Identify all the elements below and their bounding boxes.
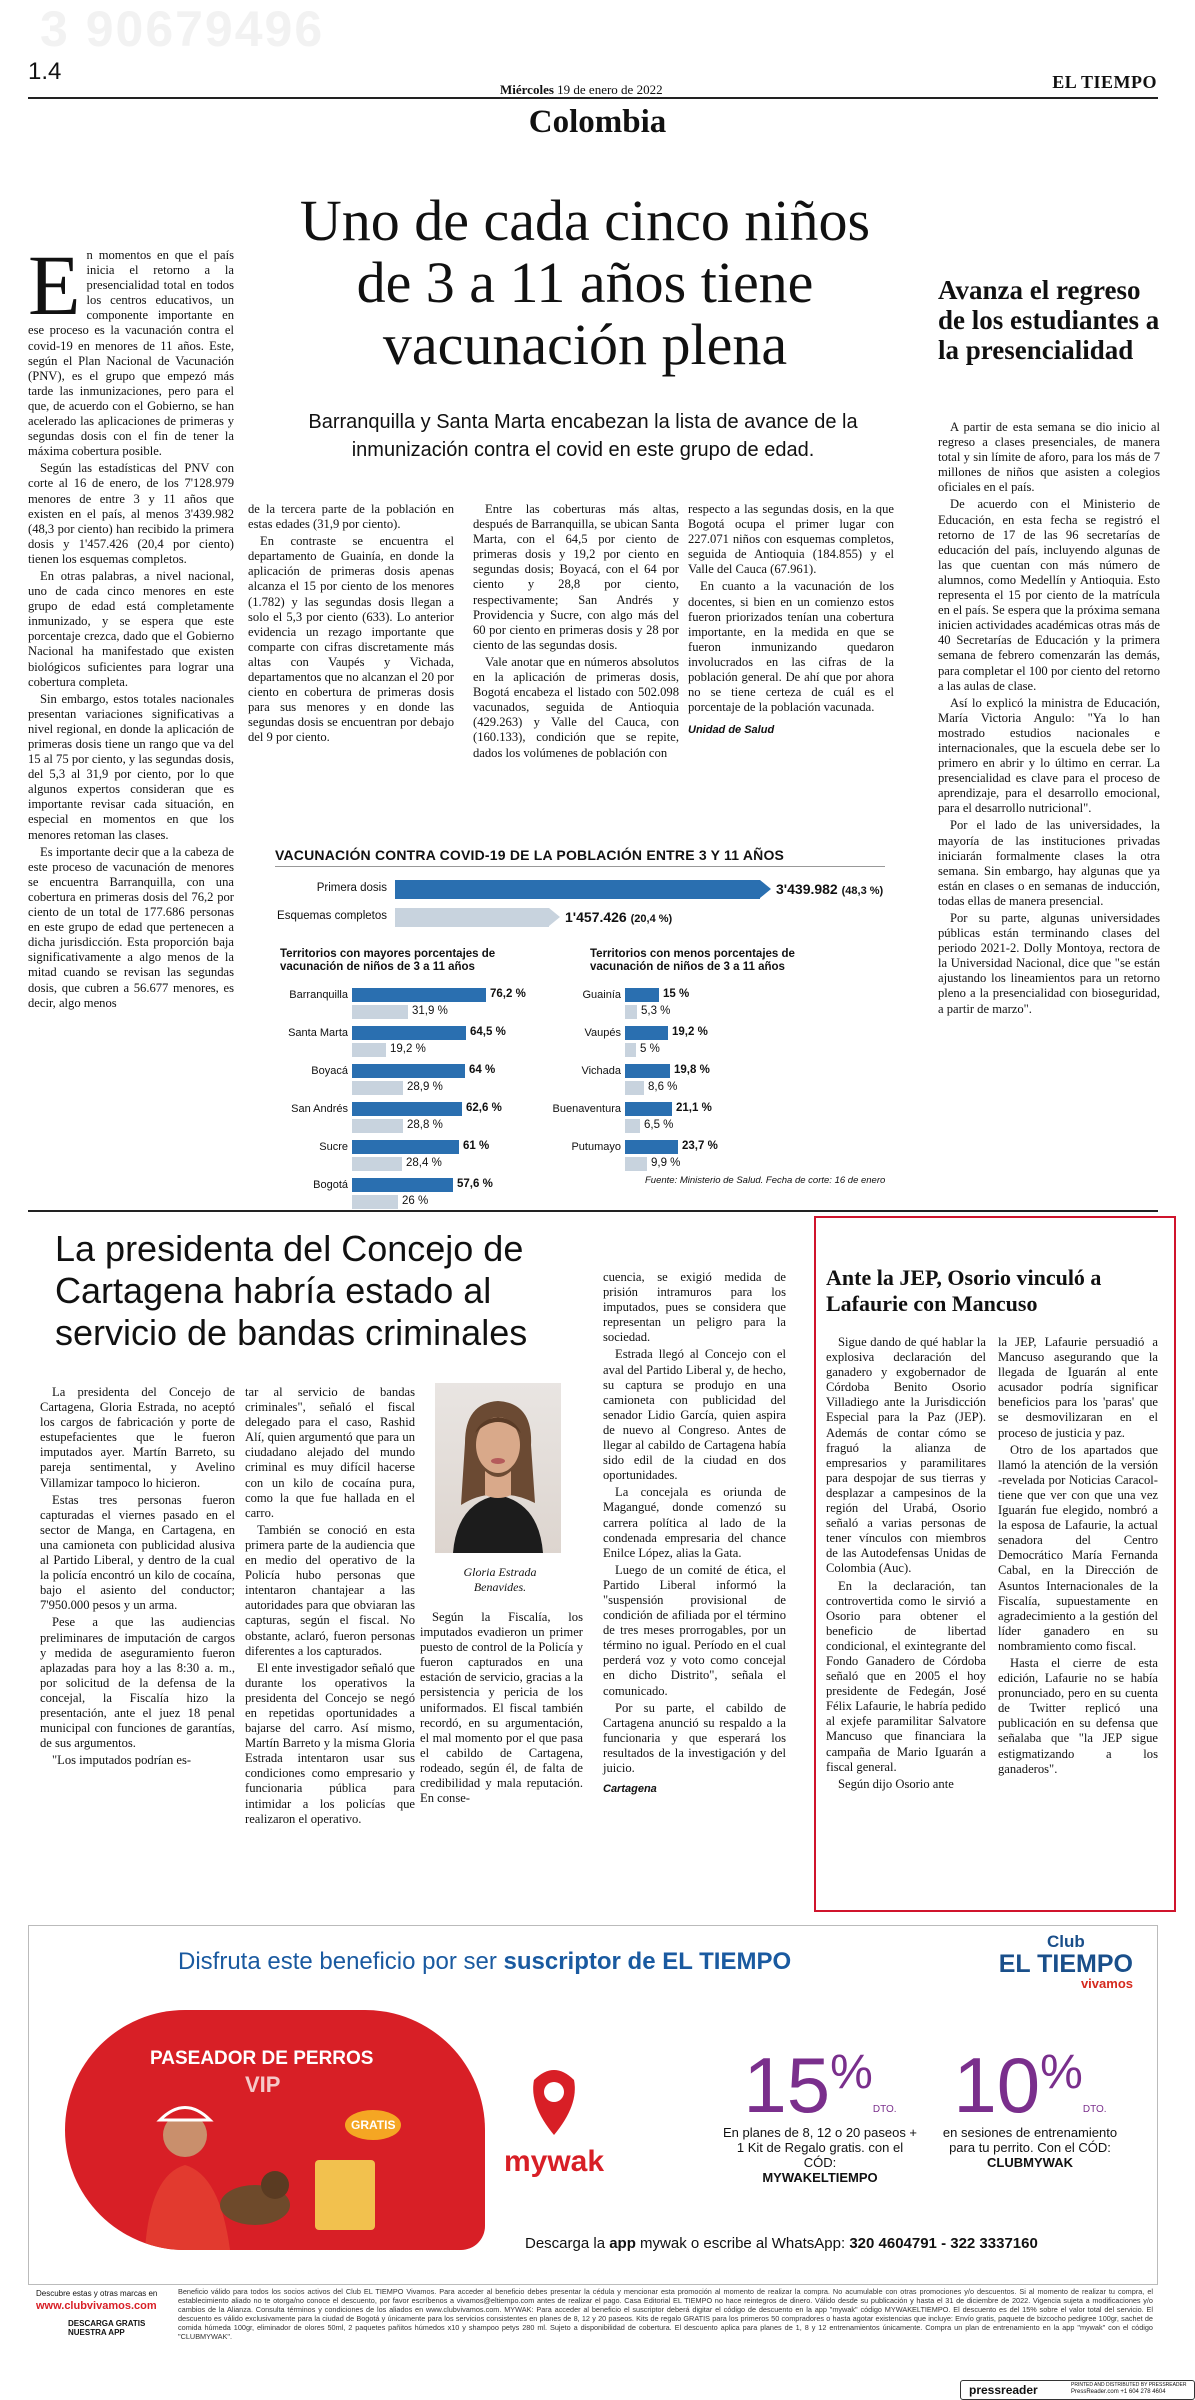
second-dose-bar [352,1043,386,1057]
cartagena-p: tar al servicio de bandas criminales", señaló el fiscal delegado para el caso, Rashid Alí, quien argumentó que para un ciudadano alejado del mundo criminal es muy difícil hacerse con un kilo de cocaína pura, como la que fue hallada en el carro. [245,1385,415,1520]
date-day: Miércoles [500,82,554,97]
first-dose-bar [352,1140,459,1154]
first-dose-value: 57,6 % [457,1178,493,1190]
total-value: 1'457.426 (20,4 %) [565,909,673,925]
first-dose-bar [352,988,486,1002]
offer-1-pct: % [830,2046,873,2099]
side-p: Así lo explicó la ministra de Educación, María Victoria Angulo: "Ya lo han mostrado estudios nacionales e internacionales, que la escuela debe ser lo primero en abrir y lo último en cerrar. La presencialidad es clave para el proceso de aprendizaje, para el desarrollo emocional, para el desarrollo nutricional". [938,695,1160,816]
side-p: De acuerdo con el Ministerio de Educación, en esta fecha se registró el retorno de 17 de las 96 secretarías de educación del país, incluyendo algunas de las que cuentan con más número de alumnos, como Medellín y Antioquia. Esto representa el 15 por ciento de la matrícula en el país. Se espera que la próxima semana inicien actividades académicas otras más de 40 Secretarías de Educación y la primera semana de febrero comenzarán las demás, para completar el 100 por ciento del retorno a las aulas de clase. [938,497,1160,693]
first-dose-value: 21,1 % [676,1102,712,1114]
cartagena-col-3 [420,1610,583,1808]
cartagena-p: La concejala es oriunda de Magangué, donde comenzó su carrera política al lado de la condenada empresaria del chance Enilce López, alias la Gata. [603,1485,786,1560]
cartagena-p: Por su parte, el cabildo de Cartagena anunció su respaldo a la funcionaria y que esperará los resultados de la investigación y del juicio. [603,1700,786,1775]
second-dose-value: 31,9 % [412,1005,448,1017]
panel-title: Territorios con menos porcentajes de vacunación de niños de 3 a 11 años [590,948,795,973]
badge-title: PASEADOR DE PERROS [150,2048,374,2069]
download-app: app [609,2235,636,2252]
offer-1-code: MYWAKELTIEMPO [762,2170,878,2185]
main-headline: Uno de cada cinco niños de 3 a 11 años tiene vacunación plena [299,188,871,377]
first-dose-value: 64,5 % [470,1026,506,1038]
territory-label: Bogotá [313,1179,348,1191]
cartagena-col-2 [245,1385,415,1829]
first-dose-bar [625,1102,672,1116]
cartagena-p: Pese a que las audiencias preliminares de imputación de cargos y medida de aseguramiento fueron aplazadas para hoy a las 8:30 a. m., por solicitud de la defensa de la concejal, la Fiscalía hizo la presentación, ante el juez 18 penal municipal con funciones de garantías, de sus argumentos. [40,1615,235,1751]
offer-2-pct: % [1040,2046,1083,2099]
first-dose-value: 23,7 % [682,1140,718,1152]
main-byline: Unidad de Salud [688,724,775,737]
total-pct: (20,4 %) [630,913,673,925]
portrait-illustration [435,1383,561,1553]
header-rule [28,97,1158,99]
second-dose-bar [352,1157,402,1171]
footer-url: www.clubvivamos.com [36,2300,157,2312]
main-col1-p: En otras palabras, a nivel nacional, uno de cada cinco menores en este grupo de edad está completamente inmunizado, y se espera que este porcentaje crezca, dado que el Gobierno Nacional ha manifestado que existen biológicos suficientes para lograr una cobertura completa. [28,568,234,689]
main-col-4 [688,502,894,738]
jep-p: la JEP, Lafaurie persuadió a Mancuso asegurando que la llegada de Iguarán al ente acusador podría significar beneficios para los 'paras' que se desmovilizaran en el proceso de justicia y paz. [998,1335,1158,1440]
gloria-estrada-photo [435,1383,561,1553]
section-divider [28,1210,1158,1212]
badge-vip: VIP [245,2072,281,2097]
second-dose-bar [352,1195,398,1209]
jep-p: En la declaración, tan controvertida como le sirvió a Osorio para obtener el beneficio de libertad condicional, el exintegrante del Fondo Ganadero de Córdoba señaló que en 2005 el hoy presidente de Fedegán, José Félix Lafaurie, le habría pedido al exjefe paramilitar Salvatore Mancuso que financiara la campaña de Mario Iguarán a fiscal general. [826,1578,986,1774]
total-value: 3'439.982 (48,3 %) [776,881,884,897]
pressreader-badge [960,2380,1195,2400]
second-dose-value: 19,2 % [390,1043,426,1055]
first-dose-bar [625,988,659,1002]
cartagena-col-1 [40,1385,235,1770]
pressreader-line2: PressReader.com +1 604 278 4604 [1071,2389,1166,2395]
first-dose-bar [352,1178,453,1192]
territory-label: Santa Marta [288,1027,348,1039]
pressreader-line1: PRINTED AND DISTRIBUTED BY PRESSREADER [1071,2382,1187,2388]
main-col2-p: En contraste se encuentra el departamento de Guainía, en donde la aplicación de primeras dosis apenas alcanza el 15 por ciento de los menores (1.782) y las segundas dosis llegan a solo el 5,3 por ciento (633). Lo anterior evidencia un rezago importante que comparte con cifras discretamente más altas con Vaupés y Vichada, departamentos que no alcanzan el 20 por ciento en cobertura de primeras dosis para sus menores y en donde las segundas dosis se encuentran por debajo del 9 por ciento. [248,534,454,745]
territory-label: Vaupés [584,1027,621,1039]
chart-title: VACUNACIÓN CONTRA COVID-19 DE LA POBLACIÓN ENTRE 3 Y 11 AÑOS [275,847,785,863]
main-col1-p: n momentos en que el país inicia el retorno a la presencialidad total en todos los centros educativos, un componente importante en ese proceso es la vacunación contra el covid-19 en menores de 11 años. Este, según el Plan Nacional de Vacunación (PNV), es el grupo que empezó más tarde las inmunizaciones, pero para el que, de acuerdo con el Gobierno, se han acelerado las aplicaciones de primeras y segundas dosis con el fin de tener la máxima cobertura posible. [28,248,234,459]
first-dose-value: 19,8 % [674,1064,710,1076]
offer-2-number: 10 [953,2041,1041,2129]
ad-headline [178,1948,791,1976]
chart-title-rule [275,866,885,867]
side-p: A partir de esta semana se dio inicio al regreso a clases presenciales, de manera total y sin límite de aforo, para los más de 7 millones de niños que asisten a colegios oficiales en el país. [938,420,1160,495]
jep-p: Según dijo Osorio ante [838,1776,954,1791]
first-dose-value: 15 % [663,988,690,1000]
club-label: Club [1046,1932,1085,1951]
date-line [500,82,663,98]
cartagena-p: El ente investigador señaló que durante los operativos la presidenta del Concejo se negó en repetidas oportunidades a bajarse del carro. Así mismo, Martín Barreto y la misma Gloria Estrada intentaron usar sus condiciones como empresario y funcionaria pública para intimidar a los policías que realizaron el operativo. [245,1660,415,1826]
jep-p: Hasta el cierre de esta edición, Lafaurie no se había pronunciado, pero en su cuenta de Twitter replicó una publicación en su defensa que señalaba que "la JEP sigue estigmatizando a los ganaderos". [998,1655,1158,1776]
offer-2 [930,2041,1130,2170]
second-dose-value: 6,5 % [644,1119,674,1131]
second-dose-value: 8,6 % [648,1081,678,1093]
jep-col-1 [826,1335,986,1794]
second-dose-bar [352,1081,403,1095]
ad-headline-pre: Disfruta este beneficio por ser [178,1948,504,1975]
offer-1-value [720,2041,920,2129]
cartagena-p: "Los imputados podrían es- [52,1753,192,1768]
drop-cap: E [28,237,81,333]
download-pre: Descarga la [525,2235,610,2252]
main-subtitle: Barranquilla y Santa Marta encabezan la lista de avance de la inmunización contra el covid en este grupo de edad. [308,411,858,461]
offer-1-number: 15 [743,2041,831,2129]
jep-headline: Ante la JEP, Osorio vinculó a Lafaurie con Mancuso [826,1265,1102,1316]
first-dose-value: 62,6 % [466,1102,502,1114]
photo-caption: Gloria Estrada Benavides. [463,1565,537,1594]
territory-label: Vichada [581,1065,621,1077]
ad-footer [28,2285,1158,2357]
cartagena-headline: La presidenta del Concejo de Cartagena habría estado al servicio de bandas criminales [55,1228,528,1353]
second-dose-bar [625,1005,637,1019]
cartagena-p: Según la Fiscalía, los imputados evadieron un primer puesto de control de la Policía y fueron capturados en una estación de servicio, gracias a la persistencia y pericia de los uniformados. El fiscal también recordó, en su argumentación, el mal momento por el que pasa el cabildo de Cartagena, rodeado, según él, de falta de credibilidad y mala reputación. En conse- [420,1610,583,1806]
main-col3-p: Entre las coberturas más altas, después de Barranquilla, se ubican Santa Marta, con el 64,5 por ciento de primeras dosis y 19,2 por ciento en segundas dosis; Boyacá, con el 64 por ciento y 28,8 por ciento, respectivamente; San Andrés y Providencia y Sucre, con algo más del 60 por ciento en primeras dosis y 28 por ciento de las segundas dosis. [473,502,679,652]
main-col2-p: de la tercera parte de la población en estas edades (31,9 por ciento). [248,502,454,532]
territory-label: San Andrés [291,1103,348,1115]
chart-source: Fuente: Ministerio de Salud. Fecha de corte: 16 de enero [645,1175,886,1186]
main-col-1 [28,237,234,1013]
second-dose-value: 9,9 % [651,1157,681,1169]
cartagena-p: Estrada llegó al Concejo con el aval del Partido Liberal y, de hecho, su captura se produjo en una camioneta con publicidad del senador Lidio García, quien aspira de nuevo al Congreso. Antes de llegar al cabildo de Cartagena había sido edil de la ciudad en dos oportunidades. [603,1347,786,1483]
second-dose-value: 28,8 % [407,1119,443,1131]
territory-label: Guainía [582,989,621,1001]
side-p: Por el lado de las universidades, la mayoría de las instituciones privadas iniciarán formalmente clases la otra semana. Sin embargo, hay algunas que ya están en clases o en semanas de inducción, todas ellas de manera presencial. [938,818,1160,908]
side-body [938,420,1160,1019]
main-col1-p: Es importante decir que a la cabeza de este proceso de vacunación de menores se encuentra Barranquilla, con una cobertura en primeras dosis del 76,2 por ciento de un total de 177.686 personas en este grupo de edad que pertenecen a dicha jurisdicción. Esta proporción baja significativamente a algo menos de la mitad cuando se revisan las segundas dosis, que cubren a 56.677 menores, es decir, algo menos [28,844,234,1010]
second-dose-value: 28,9 % [407,1081,443,1093]
jep-col-2 [998,1335,1158,1779]
first-dose-bar [625,1026,668,1040]
side-p: Por su parte, algunas universidades públicas están terminando clases del periodo 2021-2. Dolly Montoya, rectora de la Universidad Nacional, dice que "se están ajustando los lineamientos para un retorno pleno a la presencialidad con bioseguridad, a partir de marzo". [938,911,1160,1016]
dog-walker-illustration [65,2010,485,2250]
cartagena-p: También se conoció en esta primera parte de la audiencia que en medio del operativo de la Policía hubo personas que intentaron chantajear a las autoridades para que obviaran las capturas, según el fiscal. No obstante, aclaró, fueron personas diferentes a los capturados. [245,1522,415,1658]
pressreader-label: pressreader [969,2383,1038,2397]
second-dose-bar [625,1119,640,1133]
second-dose-bar [352,1005,408,1019]
total-label: Primera dosis [316,882,387,894]
total-pct: (48,3 %) [841,885,884,897]
offer-2-code: CLUBMYWAK [987,2155,1073,2170]
first-dose-bar [352,1102,462,1116]
page-number: 1.4 [28,58,62,85]
ad-badge [65,2010,485,2250]
offer-1-dto: DTO. [872,2104,897,2115]
jep-p: Sigue dando de qué hablar la explosiva declaración del ganadero y exgobernador de Córdoba Benito Osorio Villadiego ante la Jurisdicción Especial para la Paz (JEP). Además de contar cómo se fraguó la alianza de empresarios y paramilitares para despojar de sus tierras y desplazar a campesinos de la región del Urabá, Osorio señaló a varias personas de tener vínculos con miembros de las Autodefensas Unidas de Colombia (Auc). [826,1335,986,1576]
ad-headline-bold: suscriptor de EL TIEMPO [503,1948,792,1975]
cartagena-p: La presidenta del Concejo de Cartagena, Gloria Estrada, no aceptó los cargos de fabricación y porte de estupefacientes que le fueron imputados ayer. Martín Barreto, su pareja sentimental, y Avelino Villamizar tampoco lo hicieron. [40,1385,235,1490]
second-dose-bar [625,1043,636,1057]
total-bar [395,880,760,899]
club-brand: EL TIEMPO [998,1950,1133,1978]
main-col1-p: Según las estadísticas del PNV con corte al 16 de enero, de los 7'128.979 menores de entre 3 y 11 años que existen en el país, al menos 3'439.982 (48,3 por ciento) han recibido la primera dosis y 1'457.426 (20,4 por ciento) tienen los esquemas completos. [28,461,234,566]
mywak-dog-icon [524,2060,584,2140]
cartagena-col-4 [603,1270,786,1797]
territory-label: Putumayo [571,1141,621,1153]
section-title: Colombia [528,104,667,140]
mywak-logo [494,2060,614,2179]
offer-1-text: En planes de 8, 12 o 20 paseos + 1 Kit de Regalo gratis. con el CÓD: [722,2125,918,2170]
territory-label: Boyacá [311,1065,348,1077]
territory-label: Sucre [319,1141,348,1153]
offer-2-value [930,2041,1130,2129]
first-dose-value: 76,2 % [490,988,526,1000]
first-dose-bar [625,1064,670,1078]
main-col4-p: respecto a las segundas dosis, en la que Bogotá ocupa el primer lugar con 227.071 niños con esquemas completos, seguida de Antioquia (184.855) y el Valle del Cauca (67.961). [688,502,894,577]
total-label: Esquemas completos [277,910,387,922]
first-dose-value: 61 % [463,1140,490,1152]
second-dose-bar [625,1157,647,1171]
first-dose-value: 64 % [469,1064,496,1076]
cartagena-p: cuencia, se exigió medida de prisión intramuros para los imputados, pues se considera que representan un peligro para la sociedad. [603,1270,786,1345]
panel-title: Territorios con mayores porcentajes de vacunación de niños de 3 a 11 años [280,948,496,973]
cartagena-p: Estas tres personas fueron capturadas el viernes pasado en el sector de Manga, en Cartagena, en una camioneta con publicidad alusiva al Partido Liberal, y dentro de la cual la policía encontró un kilo de cocaína, bajo el asiento del conductor; 7'950.000 pesos y un arma. [40,1492,235,1613]
first-dose-bar [352,1064,465,1078]
second-dose-value: 26 % [402,1195,429,1207]
brand-logo: EL TIEMPO [1052,72,1157,92]
main-col-3 [473,502,679,763]
footer-small: Descubre estas y otras marcas en [36,2289,158,2298]
second-dose-bar [625,1081,644,1095]
ad-download-line [525,2235,1038,2252]
main-col-2 [248,502,454,748]
offer-1 [720,2041,920,2185]
date-rest: 19 de enero de 2022 [557,82,663,97]
offer-2-dto: DTO. [1082,2104,1107,2115]
total-bar [395,908,549,927]
offer-2-text: en sesiones de entrenamiento para tu perrito. Con el CÓD: [942,2125,1118,2155]
second-dose-value: 28,4 % [406,1157,442,1169]
cartagena-p: Luego de un comité de ética, el Partido Liberal informó la "suspensión provisional de condición de afiliada por el término de tres meses prorrogables, por un término no igual. Período en el cual perderá voz y voto como concejal en dicho Distrito", señala el comunicado. [603,1562,786,1698]
download-post: mywak o escribe al WhatsApp: [635,2235,850,2252]
download-phones: 320 4604791 - 322 3337160 [849,2235,1038,2252]
first-dose-bar [352,1026,466,1040]
territory-label: Barranquilla [289,989,348,1001]
mywak-brand: mywak [503,2145,605,2178]
second-dose-bar [352,1119,403,1133]
club-tag: vivamos [1080,1976,1133,1991]
footer-legal: Beneficio válido para todos los socios activos del Club EL TIEMPO Vivamos. Para acceder al beneficio debes presentar la cédula y mencionar esta promoción al momento de realizar la compra. No acumulable con otras promociones y/o descuentos. Si al momento de realizar tu compra, el establecimiento aliado no te otorga/no conoce el descuento, por favor escríbenos a vivamos@eltiempo.com antes de realizar el pago. Casa Editorial EL TIEMPO no hace reintegros de dinero. Válido desde su publicación y hasta el 31 de diciembre de 2022. Vigencia sujeta a modificaciones y/o cambios de la Alianza. Consulta términos y condiciones de los aliados en www.clubvivamos.com. MYWAK: Para acceder al beneficio el suscriptor deberá digitar el código de descuento en la app "mywak" código MYWAKELTIEMPO. El descuento es del 15% sobre el valor total del servicio. El descuento es válido exclusivamente para la ciudad de Bogotá y únicamente para los servicios consistentes en planes de 8, 12 y 20 paseos. Kits de regalo GRATIS para los primeros 50 compradores o hasta agotar existencias que incluye: Envío gratis, paquete de bizcocho pedigree 100gr, sachet de comida húmeda 100gr, eliminador de olores 50ml, 2 paquetes pañitos húmedos x10 y shampoo petys 280 ml. Sujeto a disponibilidad de cobertura. El descuento aplica para planes de 1, 8 y 12 entrenamientos únicamente. Compra un plan de entrenamiento en la app "mywak" con el código "CLUBMYWAK". [178,2287,1153,2341]
watermark: 3 90679496 [40,1,325,57]
main-col3-p: Vale anotar que en números absolutos en la aplicación de primeras dosis, Bogotá encabeza el listado con 502.098 vacunados, seguida de Antioquia (429.263) y Valle del Cauca, con (160.133), condición que se repite, dados los volúmenes de población con [473,654,679,760]
badge-gratis: GRATIS [345,2110,401,2140]
main-col1-p: Sin embargo, estos totales nacionales presentan variaciones significativas a nivel regional, en donde la aplicación de primeras dosis tiene un rango que va del 15 al 75 por ciento, y las segundas dosis, del 5,3 al 31,9 por ciento, por lo que algunos expertos consideran que es importante revisar cada situación, en especial en momentos en que los menores retoman las clases. [28,691,234,842]
main-col4-p: En cuanto a la vacunación de los docentes, si bien en un comienzo estos fueron priorizados tenían una cobertura importante, en la medida en que se fueron inmunizando quedaron involucrados en las cifras de la población general. De ahí que por ahora no se tiene certeza de cuál es el porcentaje de la población vacunada. [688,579,894,715]
footer-app: DESCARGA GRATIS NUESTRA APP [68,2319,146,2337]
first-dose-value: 19,2 % [672,1026,708,1038]
second-dose-value: 5 % [640,1043,660,1055]
first-dose-bar [625,1140,678,1154]
cartagena-byline: Cartagena [603,1783,657,1796]
territory-label: Buenaventura [552,1103,621,1115]
side-headline: Avanza el regreso de los estudiantes a la presencialidad [938,275,1160,365]
jep-p: Otro de los apartados que llamó la atención de la versión -revelada por Noticias Caracol- tiene que ver con que una vez Iguarán fue elegido, nombró a la esposa de Lafaurie, la actual senadora del Centro Democrático María Fernanda Cabal, en la Dirección de Asuntos Internacionales de la Fiscalía, supuestamente en agradecimiento a la gestión del líder ganadero en su nombramiento como fiscal. [998,1442,1158,1653]
second-dose-value: 5,3 % [641,1005,671,1017]
club-logo [999,1932,1133,1991]
